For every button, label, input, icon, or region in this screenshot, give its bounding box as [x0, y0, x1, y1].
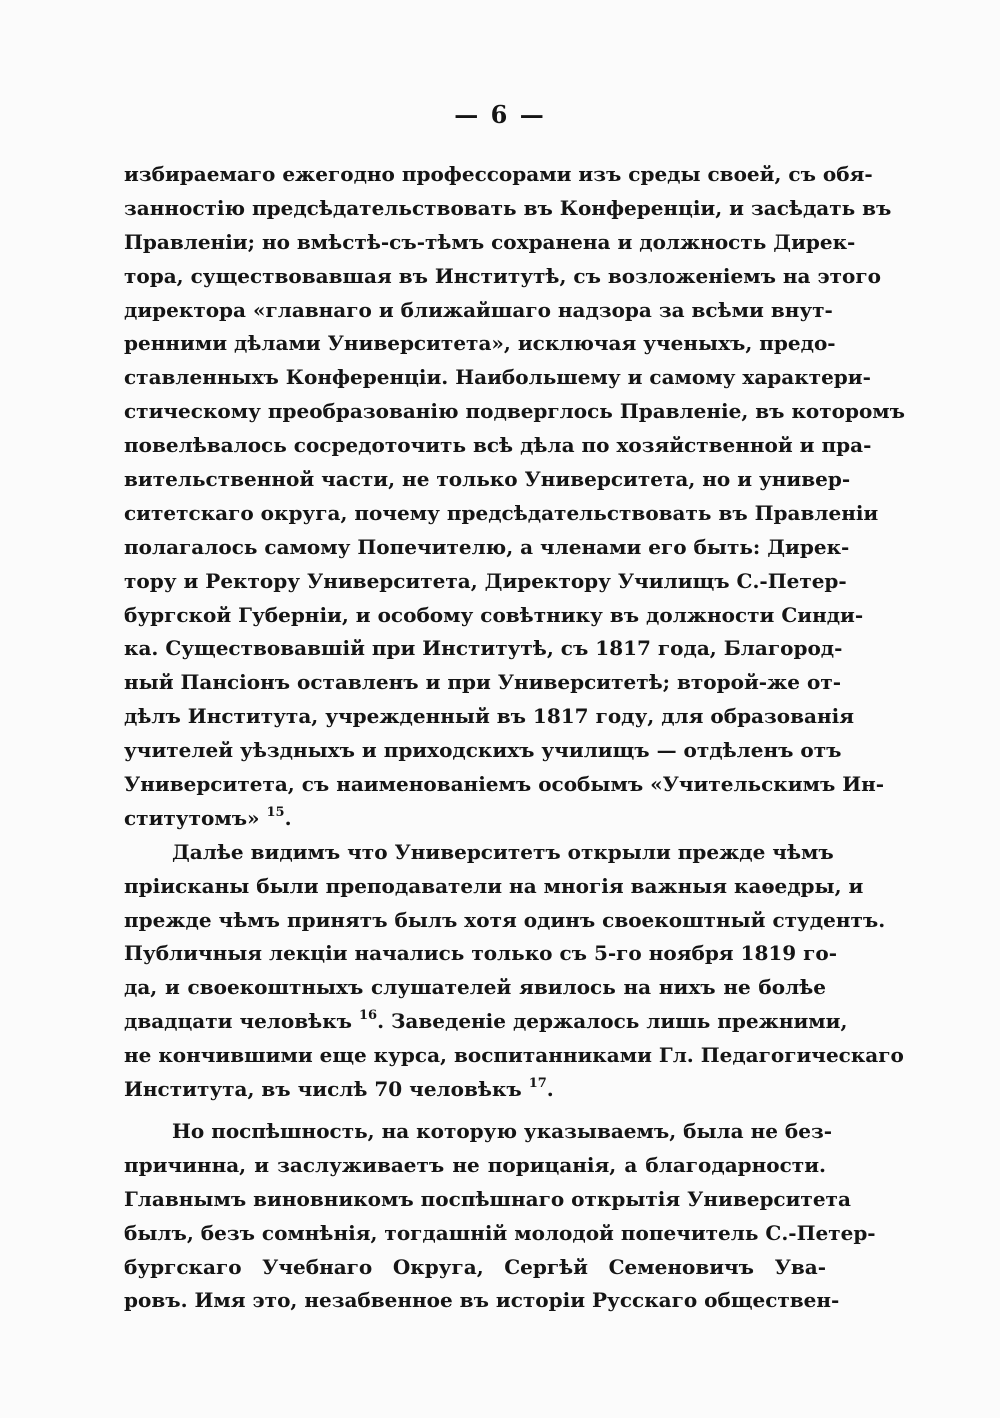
- line-text: . Заведеніе держалось лишь прежними,: [377, 1009, 848, 1034]
- text-line: директора «главнаго и ближайшаго надзора за всѣми внут-: [124, 297, 833, 322]
- paragraph: [124, 158, 906, 836]
- paragraph-gap: [124, 1107, 826, 1115]
- text-line: тора, существовавшая въ Институтѣ, съ возложеніемъ на этого: [124, 263, 881, 288]
- line-text: ститутомъ»: [124, 805, 260, 830]
- text-line: Главнымъ виновникомъ поспѣшнаго открытія Университета: [124, 1186, 851, 1211]
- text-line: Далѣе видимъ что Университетъ открыли прежде чѣмъ: [172, 839, 834, 864]
- text-line: Правленіи; но вмѣстѣ-съ-тѣмъ сохранена и должность Дирек-: [124, 229, 856, 254]
- text-line: ренними дѣлами Университета», исключая ученыхъ, предо-: [124, 331, 836, 356]
- line-text: двадцати человѣкъ: [124, 1009, 352, 1034]
- footnote-ref: 15: [266, 804, 285, 820]
- text-line: дѣлъ Института, учрежденный въ 1817 году, для образованія: [124, 704, 854, 729]
- text-line: да, и своекоштныхъ слушателей явилось на нихъ не болѣе: [124, 975, 826, 1000]
- text-line: [124, 1005, 848, 1039]
- text-line: Но поспѣшность, на которую указываемъ, была не без-: [172, 1118, 833, 1143]
- paragraph: [124, 836, 904, 1107]
- text-line: бургской Губерніи, и особому совѣтнику въ должности Синди-: [124, 602, 864, 627]
- text-line: Института, въ числѣ 70 человѣкъ $^{17}$.: [124, 1076, 554, 1102]
- page-number: — 6 —: [454, 100, 546, 129]
- text-line: пріисканы были преподаватели на многія важныя каѳедры, и: [124, 873, 864, 898]
- text-line: прежде чѣмъ принятъ былъ хотя одинъ своекоштный студентъ.: [124, 907, 886, 932]
- text-line: ставленныхъ Конференціи. Наибольшему и самому характери-: [124, 365, 871, 390]
- text-line: ровъ. Имя это, незабвенное въ исторіи Русскаго обществен-: [124, 1288, 840, 1313]
- text-line: учителей уѣздныхъ и приходскихъ училищъ — отдѣленъ отъ: [124, 738, 842, 763]
- text-line: тору и Ректору Университета, Директору Училищъ С.-Петер-: [124, 568, 847, 593]
- footnote-ref: 16: [358, 1008, 378, 1024]
- footnote-ref: 17: [528, 1076, 547, 1092]
- text-line: бургскаго Учебнаго Округа, Сергѣй Семеновичъ Ува-: [124, 1254, 826, 1279]
- text-line: Публичныя лекціи начались только съ 5-го ноября 1819 го-: [124, 941, 838, 966]
- text-line: полагалось самому Попечителю, а членами его быть: Дирек-: [124, 534, 850, 559]
- paragraph: [124, 1115, 876, 1318]
- text-line: повелѣвалось сосредоточить всѣ дѣла по хозяйственной и пра-: [124, 433, 872, 458]
- text-line: избираемаго ежегодно профессорами изъ среды своей, съ обя-: [124, 162, 873, 186]
- text-line: Университета, съ наименованіемъ особымъ «Учительскимъ Ин-: [124, 772, 885, 797]
- text-line: былъ, безъ сомнѣнія, тогдашній молодой попечитель С.-Петер-: [124, 1220, 876, 1245]
- text-line: занностію предсѣдательствовать въ Конференціи, и засѣдать въ: [124, 195, 892, 220]
- text-line: ка. Существовавшій при Институтѣ, съ 1817 года, Благород-: [124, 636, 843, 661]
- text-line: ститутомъ» $^{15}$.: [124, 804, 292, 830]
- text-line: вительственной части, не только Университета, но и универ-: [124, 467, 851, 492]
- body-text: [124, 158, 906, 1318]
- text-line: причинна, и заслуживаетъ не порицанія, а благодарности.: [124, 1152, 826, 1177]
- text-line: ный Пансіонъ оставленъ и при Университетѣ; второй-же от-: [124, 670, 842, 695]
- text-line: ситетскаго округа, почему предсѣдательствовать въ Правленіи: [124, 500, 879, 525]
- text-line: не кончившими еще курса, воспитанниками Гл. Педагогическаго: [124, 1043, 904, 1068]
- line-text: Института, въ числѣ 70 человѣкъ: [124, 1077, 522, 1102]
- text-line: стическому преобразованію подверглось Правленіе, въ которомъ: [124, 399, 906, 424]
